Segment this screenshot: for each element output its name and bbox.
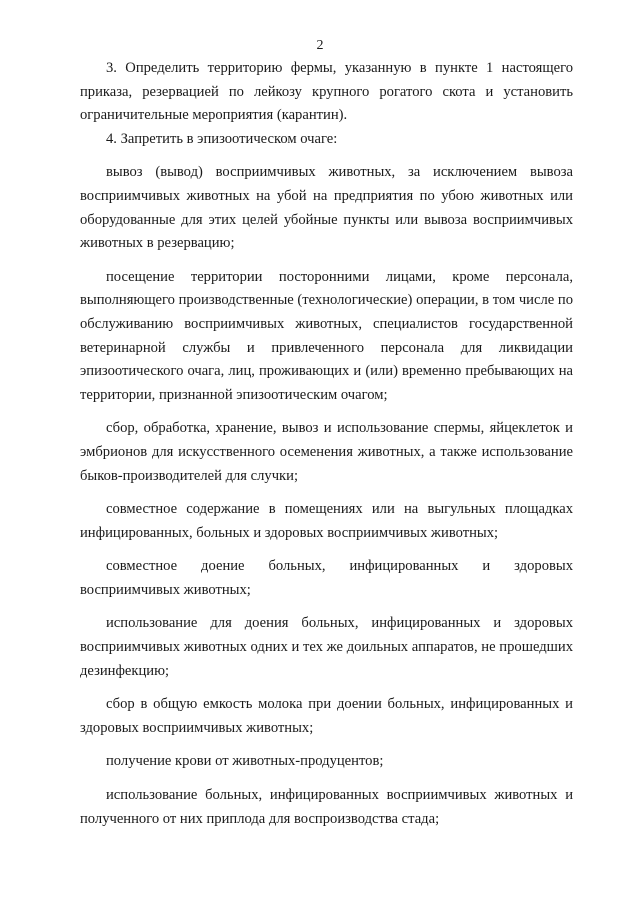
document-body bbox=[80, 57, 573, 841]
page-number: 2 bbox=[316, 38, 324, 53]
prohibition-joint-milking: совместное доение больных, инфицированных и здоровых восприимчивых животных; bbox=[80, 558, 573, 598]
prohibition-sperm-embryos: сбор, обработка, хранение, вывоз и использование спермы, яйцеклеток и эмбрионов для искусственного осеменения животных, а также использование быков-производителей для случки; bbox=[80, 420, 573, 484]
prohibition-visiting-territory: посещение территории посторонними лицами, кроме персонала, выполняющего производственные (технологические) операции, в том числе по обслуживанию восприимчивых животных, специалистов государственной ветеринарной службы и привлеченного персонала для ликвидации эпизоотического очага, лиц, проживающих и (или) временно пребывающих на территории, признанной эпизоотическим очагом; bbox=[80, 268, 573, 403]
prohibition-blood-from-producers: получение крови от животных-продуцентов; bbox=[106, 753, 384, 770]
paragraph-item-4-heading: 4. Запретить в эпизоотическом очаге: bbox=[106, 130, 338, 147]
prohibition-shared-milking-machines: использование для доения больных, инфицированных и здоровых восприимчивых животных одних и тех же доильных аппаратов, не прошедших дезинфекцию; bbox=[80, 615, 573, 679]
paragraph-item-3: 3. Определить территорию фермы, указанную в пункте 1 настоящего приказа, резервацией по лейкозу крупного рогатого скота и установить ограничительные мероприятия (карантин). bbox=[80, 60, 573, 124]
prohibition-joint-keeping: совместное содержание в помещениях или на выгульных площадках инфицированных, больных и здоровых восприимчивых животных; bbox=[80, 501, 573, 541]
prohibition-breeding-use: использование больных, инфицированных восприимчивых животных и полученного от них приплода для воспроизводства стада; bbox=[80, 787, 573, 827]
prohibition-common-milk-container: сбор в общую емкость молока при доении больных, инфицированных и здоровых восприимчивых животных; bbox=[80, 696, 573, 736]
prohibition-export-animals: вывоз (вывод) восприимчивых животных, за исключением вывоза восприимчивых животных на убой на предприятия по убою животных или оборудованные для этих целей убойные пункты или вывоза восприимчивых животных в резервацию; bbox=[80, 164, 573, 252]
